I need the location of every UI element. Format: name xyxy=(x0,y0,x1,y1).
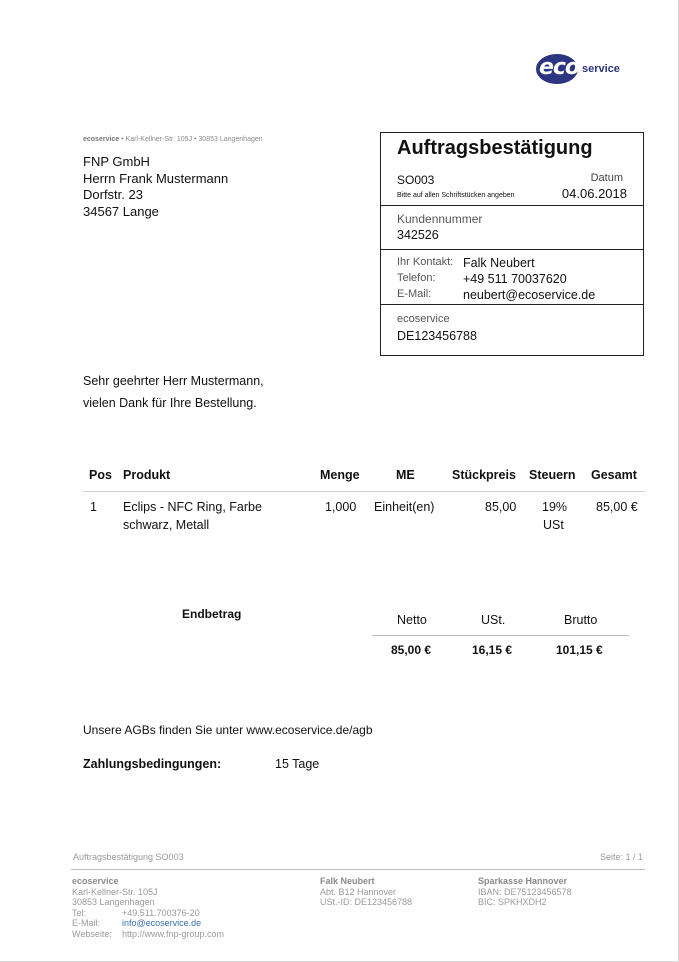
document-title: Auftragsbestätigung xyxy=(397,137,593,159)
footer-iban: IBAN: DE75123456578 xyxy=(478,886,572,897)
contact-row xyxy=(397,256,535,270)
footer-page-number: Seite: 1 / 1 xyxy=(599,852,643,862)
footer-company-column xyxy=(72,876,224,939)
col-header-price: Stückpreis xyxy=(452,468,516,482)
footer-contact-name: Falk Neubert xyxy=(320,876,375,886)
footer-street: Karl-Kellner-Str. 105J xyxy=(72,886,158,897)
customer-number: 342526 xyxy=(397,228,439,242)
vat-label: USt. xyxy=(481,613,506,627)
email-value[interactable]: neubert@ecoservice.de xyxy=(463,288,596,302)
totals-divider xyxy=(372,635,629,636)
contact-section xyxy=(381,250,643,305)
salutation: Sehr geehrter Herr Mustermann, xyxy=(83,374,264,388)
footer-tel-label: Tel: xyxy=(72,907,87,918)
total-amount-label: Endbetrag xyxy=(182,607,242,621)
row-product-line2: schwarz, Metall xyxy=(123,518,210,532)
sender-line xyxy=(83,136,263,143)
footer-bic: BIC: SPKHXDH2 xyxy=(478,897,547,907)
footer-bank-column xyxy=(478,876,572,908)
footer-bank-name: Sparkasse Hannover xyxy=(478,876,568,886)
footer-department: Abt. B12 Hannover xyxy=(320,886,397,897)
contact-name: Falk Neubert xyxy=(463,256,535,270)
footer-mail-row xyxy=(72,918,224,929)
col-header-total: Gesamt xyxy=(591,468,637,482)
order-info-box xyxy=(380,132,644,356)
ecoservice-logo xyxy=(536,54,628,86)
phone-row xyxy=(397,272,567,286)
row-unit: Einheit(en) xyxy=(374,500,435,514)
footer-tel: +49.511.700376-20 xyxy=(122,907,200,918)
col-header-pos: Pos xyxy=(89,468,112,482)
row-pos: 1 xyxy=(90,500,97,514)
logo-eco-text: eco xyxy=(538,55,580,80)
footer-web-label: Webseite: xyxy=(72,928,112,939)
date-label: Datum xyxy=(590,172,623,184)
phone-label: Telefon: xyxy=(397,272,436,284)
vat-company-label: ecoservice xyxy=(397,313,450,325)
footer-mail-label: E-Mail: xyxy=(72,918,101,928)
row-total: 85,00 € xyxy=(596,500,638,514)
net-amount: 85,00 € xyxy=(391,643,432,657)
row-price: 85,00 xyxy=(485,500,517,514)
footer-city: 30853 Langenhagen xyxy=(72,897,155,907)
vat-amount: 16,15 € xyxy=(472,643,513,657)
email-label: E-Mail: xyxy=(397,288,432,300)
address-line: 34567 Lange xyxy=(83,203,159,219)
vat-section xyxy=(381,305,643,355)
address-line: FNP GmbH xyxy=(83,154,150,169)
email-row xyxy=(397,288,595,302)
row-tax-type: USt xyxy=(543,518,564,532)
info-header-section xyxy=(381,133,643,206)
col-header-tax: Steuern xyxy=(529,468,576,482)
col-header-unit: ME xyxy=(396,468,415,482)
gross-amount: 101,15 € xyxy=(556,643,603,657)
document-number: SO003 xyxy=(397,173,435,187)
footer-contact-column xyxy=(320,876,412,908)
row-qty: 1,000 xyxy=(325,500,357,514)
row-tax-rate: 19% xyxy=(542,500,568,514)
footer-vat-id: USt.-ID: DE123456788 xyxy=(320,897,413,907)
vat-id: DE123456788 xyxy=(397,329,477,343)
contact-label: Ihr Kontakt: xyxy=(397,256,454,268)
thank-you-text: vielen Dank für Ihre Bestellung. xyxy=(83,396,257,410)
reference-hint: Bitte auf allen Schriftstücken angeben xyxy=(397,192,515,199)
footer-web-row xyxy=(72,929,224,940)
col-header-qty: Menge xyxy=(320,468,360,482)
col-header-product: Produkt xyxy=(123,468,171,482)
customer-section xyxy=(381,206,643,250)
logo-service-text: service xyxy=(582,63,620,75)
recipient-address xyxy=(83,154,228,220)
net-label: Netto xyxy=(397,613,427,627)
sender-company: ecoservice xyxy=(83,136,120,143)
footer-mail-link[interactable]: info@ecoservice.de xyxy=(122,918,202,928)
address-line: Dorfstr. 23 xyxy=(83,187,143,202)
sender-address: • Karl-Kellner-Str. 105J • 30853 Langenhagen xyxy=(119,136,263,143)
customer-number-label: Kundennummer xyxy=(397,212,483,226)
footer-divider xyxy=(71,869,645,870)
footer-tel-row xyxy=(72,908,224,919)
table-header-divider xyxy=(83,491,645,492)
gross-label: Brutto xyxy=(564,613,598,627)
terms-notice: Unsere AGBs finden Sie unter www.ecoservice.de/agb xyxy=(83,723,373,737)
payment-terms-value: 15 Tage xyxy=(275,757,320,771)
payment-terms-label: Zahlungsbedingungen: xyxy=(83,757,222,771)
document-date: 04.06.2018 xyxy=(561,186,627,201)
footer-company-name: ecoservice xyxy=(72,876,119,886)
footer-web-link[interactable]: http://www.fnp-group.com xyxy=(122,928,225,939)
row-product-line1: Eclips - NFC Ring, Farbe xyxy=(123,500,262,514)
phone-value: +49 511 70037620 xyxy=(463,272,567,286)
address-line: Herrn Frank Mustermann xyxy=(83,170,229,186)
footer-document-ref: Auftragsbestätigung SO003 xyxy=(73,852,184,862)
